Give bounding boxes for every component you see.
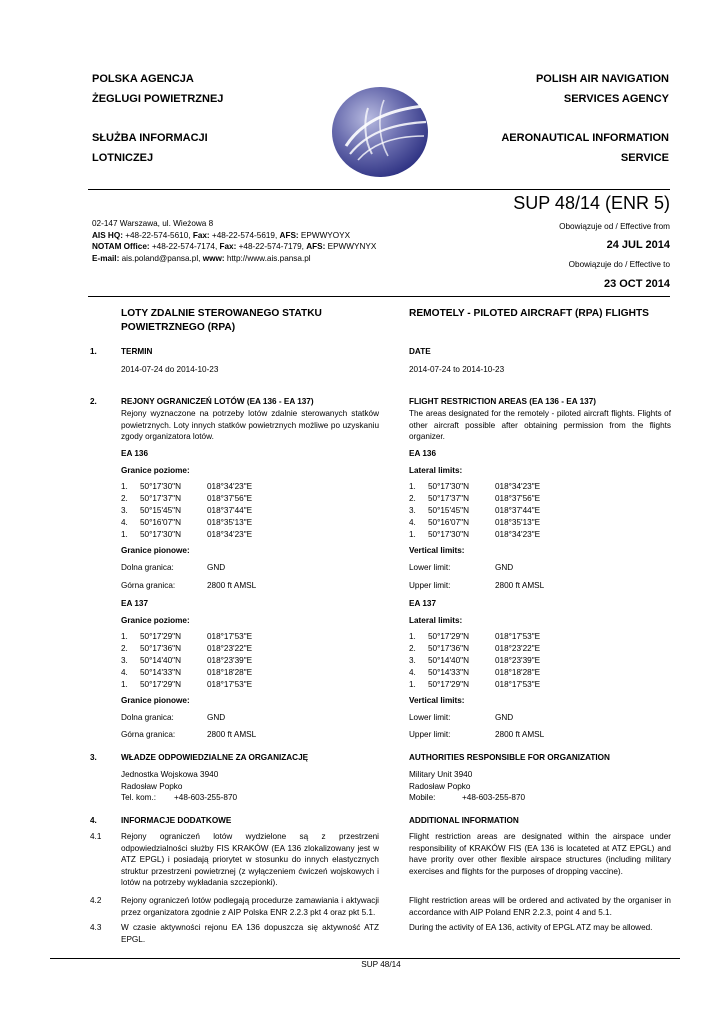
contact-block (92, 218, 412, 264)
pansa-logo (328, 84, 432, 180)
ea136-upper-limit-en: Upper limit: 2800 ft AMSL (409, 581, 545, 590)
coord-row: 4. 50°16'07"N 018°35'13"E (409, 517, 541, 527)
ea136-coords-en (409, 481, 540, 541)
coord-row: 1. 50°17'29"N 018°17'53"E (409, 632, 541, 641)
coord-row: 3. 50°14'40"N 018°23'39"E (121, 655, 253, 665)
coord-row: 4. 50°16'07"N 018°35'13"E (121, 517, 253, 527)
coord-row: 1. 50°17'30"N 018°34'23"E (409, 529, 541, 539)
contact-notam-office: NOTAM Office: +48-22-574-7174, Fax: +48-22-574-7179, AFS: EPWWYNYX (92, 242, 377, 251)
section-4-heading-en: ADDITIONAL INFORMATION (409, 816, 519, 825)
ea137-vertical-label-pl: Granice pionowe: (121, 696, 190, 705)
coord-row: 4. 50°14'33"N 018°18'28"E (409, 667, 541, 677)
ea137-lateral-label-en: Lateral limits: (409, 616, 463, 625)
header-divider (88, 189, 670, 190)
section-2-heading-pl: REJONY OGRANICZEŃ LOTÓW (EA 136 - EA 137) (121, 397, 314, 406)
item-4-3-text-en: During the activity of EA 136, activity of EPGL ATZ may be allowed. (409, 923, 653, 932)
ea136-name-en: EA 136 (409, 449, 437, 458)
ea136-lower-limit-pl: Dolna granica: GND (121, 563, 226, 572)
section-2-heading-en: FLIGHT RESTRICTION AREAS (EA 136 - EA 137) (409, 397, 596, 406)
coord-row: 4. 50°14'33"N 018°18'28"E (121, 667, 253, 677)
coord-row: 2. 50°17'37"N 018°37'56"E (121, 493, 253, 503)
section-4-heading-pl: INFORMACJE DODATKOWE (121, 816, 232, 825)
section-3-heading-pl: WŁADZE ODPOWIEDZIALNE ZA ORGANIZACJĘ (121, 753, 309, 762)
sup-number: SUP 48/14 (ENR 5) (513, 193, 670, 213)
ea137-vertical-label-en: Vertical limits: (409, 696, 465, 705)
coord-row: 1. 50°17'29"N 018°17'53"E (409, 679, 541, 689)
effective-from-label: Obowiązuje od / Effective from (559, 222, 670, 231)
section-1-text-en: 2014-07-24 to 2014-10-23 (409, 365, 505, 374)
coord-row: 1. 50°17'29"N 018°17'53"E (121, 679, 253, 689)
left-service-name: SŁUŻBA INFORMACJI LOTNICZEJ (92, 132, 208, 164)
ea137-name-pl: EA 137 (121, 599, 149, 608)
section-2-number: 2. (90, 397, 97, 406)
contact-email-www: E-mail: ais.poland@pansa.pl, www: http://www.ais.pansa.pl (92, 253, 311, 263)
item-4-3-text-pl: W czasie aktywności rejonu EA 136 dopuszcza się aktywność ATZ EPGL. (121, 923, 379, 944)
ea136-lower-limit-en: Lower limit: GND (409, 563, 514, 572)
effective-to-date: 23 OCT 2014 (603, 278, 670, 290)
section-2-text-en: The areas designated for the remotely - piloted aircraft flights. Flights of other aircraft possible after obtaining permission from the flights organizer. (409, 409, 671, 441)
title-en: REMOTELY - PILOTED AIRCRAFT (RPA) FLIGHTS (409, 308, 649, 319)
effective-from-date: 24 JUL 2014 (606, 239, 670, 251)
ea136-name-pl: EA 136 (121, 449, 149, 458)
coord-row: 3. 50°15'45"N 018°37'44"E (409, 505, 541, 515)
left-org-name: POLSKA AGENCJA ŻEGLUGI POWIETRZNEJ (92, 73, 224, 105)
section-1-heading-en: DATE (409, 347, 431, 356)
coord-row: 1. 50°17'30"N 018°34'23"E (121, 529, 253, 539)
ea137-lateral-label-pl: Granice poziome: (121, 616, 190, 625)
right-service-name: AERONAUTICAL INFORMATION SERVICE (501, 132, 669, 164)
section-1-heading-pl: TERMIN (121, 347, 153, 356)
ea136-vertical-label-en: Vertical limits: (409, 546, 465, 555)
coord-row: 1. 50°17'30"N 018°34'23"E (409, 482, 541, 491)
coord-row: 2. 50°17'36"N 018°23'22"E (409, 643, 541, 653)
contact-ais-hq: AIS HQ: +48-22-574-5610, Fax: +48-22-574-5619, AFS: EPWWYOYX (92, 230, 351, 240)
contact-address: 02-147 Warszawa, ul. Wieżowa 8 (92, 219, 214, 228)
coord-row: 2. 50°17'36"N 018°23'22"E (121, 643, 253, 653)
ea136-coords-pl (121, 481, 252, 541)
coord-row: 1. 50°17'29"N 018°17'53"E (121, 632, 253, 641)
ea136-upper-limit-pl: Górna granica: 2800 ft AMSL (121, 581, 257, 590)
ea136-lateral-label-en: Lateral limits: (409, 466, 463, 475)
ea137-coords-en (409, 631, 540, 691)
ea137-lower-limit-en: Lower limit: GND (409, 713, 514, 722)
item-4-2-number: 4.2 (90, 896, 102, 905)
ea136-vertical-label-pl: Granice pionowe: (121, 546, 190, 555)
ea137-lower-limit-pl: Dolna granica: GND (121, 713, 226, 722)
section-3-contact-pl: Jednostka Wojskowa 3940 Radosław Popko Tel. kom.: +48-603-255-870 (121, 770, 238, 802)
item-4-2-text-en: Flight restriction areas will be ordered and activated by the organiser in accordance with AIP Poland ENR 2.2.3, point 4 and 5.1. (409, 896, 671, 917)
item-4-1-text-pl: Rejony ograniczeń lotów wydzielone są z przestrzeni odpowiedzialności służby FIS KRAKÓW (EA 136 zlokalizowany jest w ATZ EPGL) i posiadają priorytet w stosunku do innych elastycznych struktur przestrzeni powietrznej (z wyłączeniem ćwiczeń wojskowych i lotów na potrzeby wykładania szczepionki). (121, 832, 379, 887)
coord-row: 2. 50°17'37"N 018°37'56"E (409, 493, 541, 503)
coord-row: 3. 50°15'45"N 018°37'44"E (121, 505, 253, 515)
section-2-text-pl: Rejony wyznaczone na potrzeby lotów zdalnie sterowanych statków powietrznych. Loty innych statków powietrznych możliwe po uzyskaniu zgody organizatora lotów. (121, 409, 379, 441)
item-4-1-text-en: Flight restriction areas are designated within the airspace under responsibility of KRAKÓW FIS (EA 136 is locateted at ATZ EPGL) and have prority over other flexible airspace structures (including military exercises and flights for the purposes of dropping vaccine). (409, 832, 671, 876)
ea136-lateral-label-pl: Granice poziome: (121, 466, 190, 475)
section-4-number: 4. (90, 816, 97, 825)
item-4-1-number: 4.1 (90, 832, 102, 841)
section-3-contact-en: Military Unit 3940 Radosław Popko Mobile: +48-603-255-870 (409, 770, 526, 802)
coord-row: 1. 50°17'30"N 018°34'23"E (121, 482, 253, 491)
item-4-3-number: 4.3 (90, 923, 102, 932)
coord-row: 3. 50°14'40"N 018°23'39"E (409, 655, 541, 665)
right-org-name: POLISH AIR NAVIGATION SERVICES AGENCY (535, 73, 669, 105)
section-1-text-pl: 2014-07-24 do 2014-10-23 (121, 365, 219, 374)
ea137-name-en: EA 137 (409, 599, 437, 608)
section-3-heading-en: AUTHORITIES RESPONSIBLE FOR ORGANIZATION (409, 753, 610, 762)
footer-page-label: SUP 48/14 (361, 960, 401, 969)
ea137-coords-pl (121, 631, 252, 691)
ea137-upper-limit-pl: Górna granica: 2800 ft AMSL (121, 730, 257, 739)
contact-divider (88, 296, 670, 297)
ea137-upper-limit-en: Upper limit: 2800 ft AMSL (409, 730, 545, 739)
effective-to-label: Obowiązuje do / Effective to (568, 260, 670, 269)
item-4-2-text-pl: Rejony ograniczeń lotów podlegają procedurze zamawiania i aktywacji przez organizatora zgodnie z AIP Polska ENR 2.2.3 pkt 4 oraz pkt 5.1. (121, 896, 379, 917)
section-1-number: 1. (90, 347, 97, 356)
title-pl: LOTY ZDALNIE STEROWANEGO STATKU POWIETRZNEGO (RPA) (121, 308, 322, 333)
section-3-number: 3. (90, 753, 97, 762)
